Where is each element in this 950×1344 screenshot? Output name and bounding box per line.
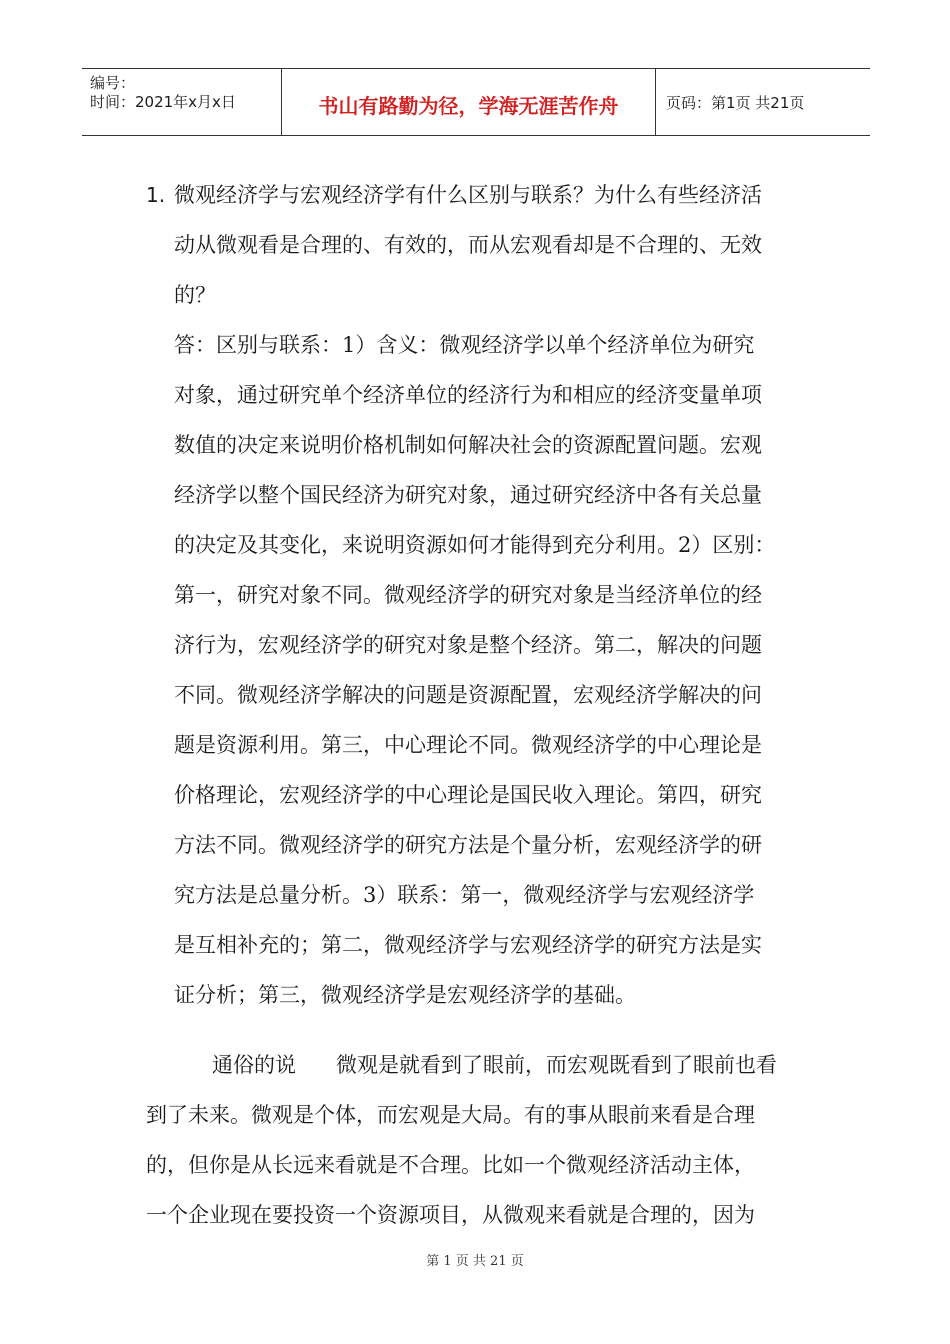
header-motto: 书山有路勤为径，学海无涯苦作舟: [282, 69, 656, 135]
answer-line: 数值的决定来说明价格机制如何解决社会的资源配置问题。宏观: [174, 433, 762, 457]
question-line: 动从微观看是合理的、有效的，而从宏观看却是不合理的、无效: [174, 233, 762, 257]
question-line: 微观经济学与宏观经济学有什么区别与联系？为什么有些经济活: [174, 183, 762, 207]
question-first-line: [146, 170, 826, 220]
answer-line: 究方法是总量分析。3）联系：第一，微观经济学与宏观经济学: [174, 883, 755, 907]
answer-line: 的决定及其变化，来说明资源如何才能得到充分利用。2）区别：: [174, 533, 776, 557]
answer-line: 济行为，宏观经济学的研究对象是整个经济。第二，解决的问题: [174, 633, 762, 657]
explanation-paragraph: [146, 1040, 826, 1240]
answer-line: 证分析；第三，微观经济学是宏观经济学的基础。: [174, 983, 636, 1007]
answer-line: 经济学以整个国民经济为研究对象，通过研究经济中各有关总量: [174, 483, 762, 507]
paragraph-line: 的，但你是从长远来看就是不合理。比如一个微观经济活动主体，: [146, 1153, 755, 1177]
time-label: 时间：2021年x月x日: [90, 93, 236, 111]
paragraph-line: 到了未来。微观是个体，而宏观是大局。有的事从眼前来看是合理: [146, 1103, 755, 1127]
question-number: 1.: [146, 183, 166, 207]
answer-line: 不同。微观经济学解决的问题是资源配置，宏观经济学解决的问: [174, 683, 762, 707]
document-body: [146, 170, 826, 1240]
answer-line: 价格理论，宏观经济学的中心理论是国民收入理论。第四，研究: [174, 783, 762, 807]
answer-line: 对象，通过研究单个经济单位的经济行为和相应的经济变量单项: [174, 383, 762, 407]
number-label: 编号：: [90, 74, 136, 92]
question-line: 的？: [174, 283, 216, 307]
header-meta: [82, 69, 282, 135]
paragraph-line: 通俗的说 微观是就看到了眼前，而宏观既看到了眼前也看: [212, 1053, 778, 1077]
answer-line: 第一，研究对象不同。微观经济学的研究对象是当经济单位的经: [174, 583, 762, 607]
paragraph-line: 一个企业现在要投资一个资源项目，从微观来看就是合理的，因为: [146, 1203, 755, 1227]
answer-line: 是互相补充的；第二，微观经济学与宏观经济学的研究方法是实: [174, 933, 762, 957]
answer-line: 题是资源利用。第三，中心理论不同。微观经济学的中心理论是: [174, 733, 762, 757]
answer-line: 方法不同。微观经济学的研究方法是个量分析，宏观经济学的研: [174, 833, 762, 857]
header-page-info: 页码：第1页 共21页: [666, 93, 805, 112]
question-block: [146, 170, 826, 320]
answer-line: 答：区别与联系：1）含义：微观经济学以单个经济单位为研究: [174, 333, 755, 357]
document-header: [82, 68, 870, 136]
answer-block: [146, 320, 826, 1020]
page-footer: 第 1 页 共 21 页: [426, 1254, 524, 1269]
